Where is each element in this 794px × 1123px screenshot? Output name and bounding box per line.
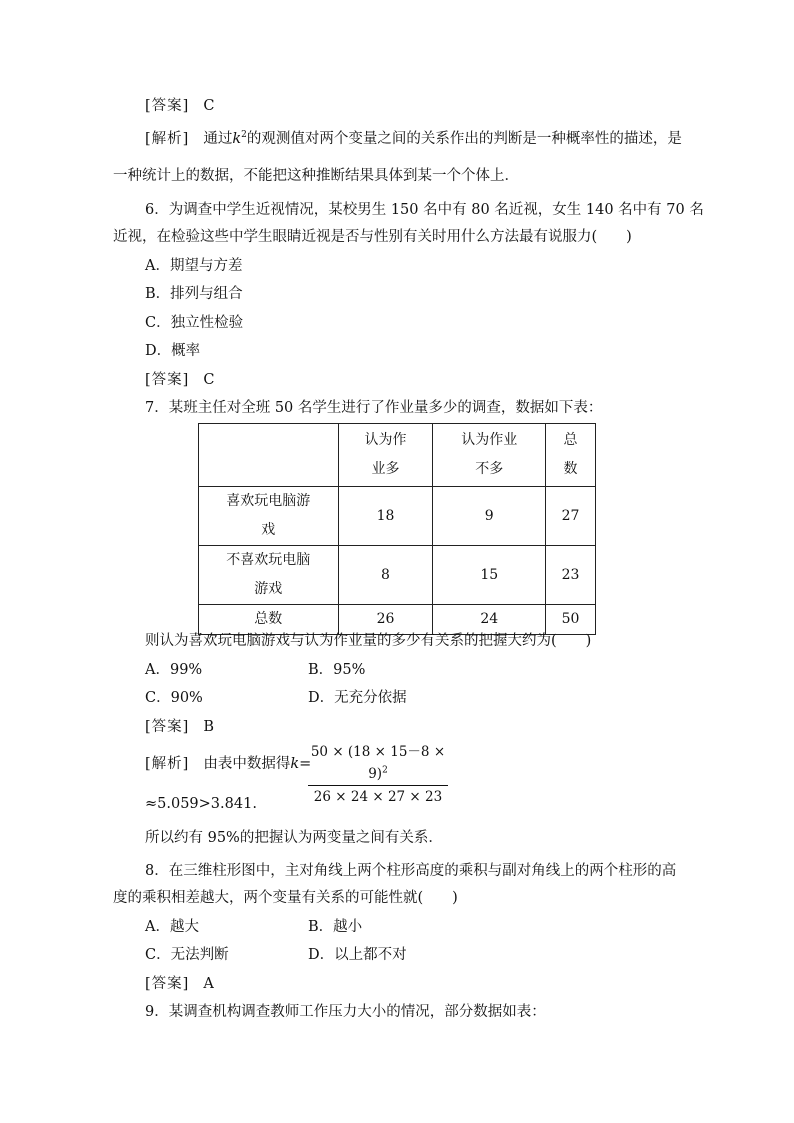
q5-analysis-line2: 一种统计上的数据，不能把这种推断结果具体到某一个个体上．	[113, 168, 519, 184]
q7-stem: 7．某班主任对全班 50 名学生进行了作业量多少的调查，数据如下表：	[145, 400, 603, 416]
answer-value: B	[203, 719, 214, 735]
variable-k: k	[232, 131, 242, 147]
exponent: 2	[382, 765, 388, 776]
q7-option-b: B．95%	[308, 662, 366, 678]
q6-option-b: B．排列与组合	[145, 286, 243, 302]
q6-option-c: C．独立性检验	[145, 315, 244, 331]
q8-option-d: D．以上都不对	[308, 947, 407, 963]
answer-value: C	[203, 372, 215, 388]
q8-option-c: C．无法判断	[145, 947, 229, 963]
answer-value: A	[203, 976, 214, 992]
q7-option-c: C．90%	[145, 690, 203, 706]
table-row	[199, 546, 596, 605]
q8-option-b: B．越小	[308, 919, 363, 935]
table-header-cell: 认为作 业多	[338, 424, 433, 487]
q8-stem-line2: 度的乘积相差越大，两个变量有关系的可能性就( )	[113, 890, 458, 906]
analysis-text: 通过	[203, 131, 233, 147]
table-cell: 8	[338, 546, 433, 605]
q8-stem-line1: 8．在三维柱形图中，主对角线上两个柱形高度的乘积与副对角线上的两个柱形的高	[145, 863, 677, 879]
analysis-label: [解析]	[145, 131, 190, 147]
answer-label: [答案]	[145, 372, 190, 388]
equals-sign: =	[299, 756, 312, 772]
table-cell: 18	[338, 487, 433, 546]
q6-stem-line1: 6．为调查中学生近视情况，某校男生 150 名中有 80 名近视，女生 140 名中有 70 名	[145, 202, 704, 218]
table-row-label: 喜欢玩电脑游 戏	[199, 487, 339, 546]
table-header-cell: 总 数	[546, 424, 596, 487]
table-row-total	[199, 605, 596, 635]
table-cell: 23	[546, 546, 596, 605]
answer-value: C	[203, 98, 215, 114]
q7-analysis-lead	[145, 754, 311, 774]
q5-answer-line	[145, 96, 214, 116]
analysis-text: 由表中数据得	[203, 756, 291, 772]
survey-table	[198, 423, 596, 635]
fraction-numerator: $50 \times (18 \times 15-8 \times 9)^2$	[308, 741, 448, 786]
table-header-cell	[199, 424, 339, 487]
table-header-cell: 认为作业 不多	[433, 424, 546, 487]
variable-k: k	[290, 756, 300, 772]
table-header-row	[199, 424, 596, 487]
q7-conclusion: 所以约有 95%的把握认为两变量之间有关系．	[145, 830, 443, 846]
table-row-label: 不喜欢玩电脑 游戏	[199, 546, 339, 605]
table-cell: 27	[546, 487, 596, 546]
q7-option-a: A．99%	[145, 662, 203, 678]
table-cell: 15	[433, 546, 546, 605]
answer-label: [答案]	[145, 976, 190, 992]
q8-answer-line	[145, 974, 214, 994]
analysis-label: [解析]	[145, 756, 190, 772]
fraction-denominator: 26 × 24 × 27 × 23	[313, 789, 443, 805]
table-cell: 26	[338, 605, 433, 635]
q6-option-a: A．期望与方差	[145, 258, 243, 274]
q7-answer-line	[145, 717, 214, 737]
analysis-text: 的观测值对两个变量之间的关系作出的判断是一种概率性的描述，是	[246, 131, 682, 147]
q7-option-d: D．无充分依据	[308, 690, 407, 706]
table-row	[199, 487, 596, 546]
q7-approx: ≈5.059>3.841.	[145, 796, 257, 812]
q8-option-a: A．越大	[145, 919, 199, 935]
table-cell: 50	[546, 605, 596, 635]
q6-answer-line	[145, 370, 214, 390]
answer-label: [答案]	[145, 719, 190, 735]
answer-label: [答案]	[145, 98, 190, 114]
q7-question: 则认为喜欢玩电脑游戏与认为作业量的多少有关系的把握大约为( )	[145, 633, 592, 649]
q6-stem-line2: 近视，在检验这些中学生眼睛近视是否与性别有关时用什么方法最有说服力( )	[113, 229, 632, 245]
exponent: 2	[241, 130, 247, 141]
chi-square-fraction	[308, 741, 448, 808]
table-cell: 9	[433, 487, 546, 546]
table-row-label: 总数	[199, 605, 339, 635]
q9-stem: 9．某调查机构调查教师工作压力大小的情况，部分数据如表：	[145, 1004, 546, 1020]
q6-option-d: D．概率	[145, 343, 201, 359]
q5-analysis-line1	[145, 129, 682, 149]
table-cell: 24	[433, 605, 546, 635]
